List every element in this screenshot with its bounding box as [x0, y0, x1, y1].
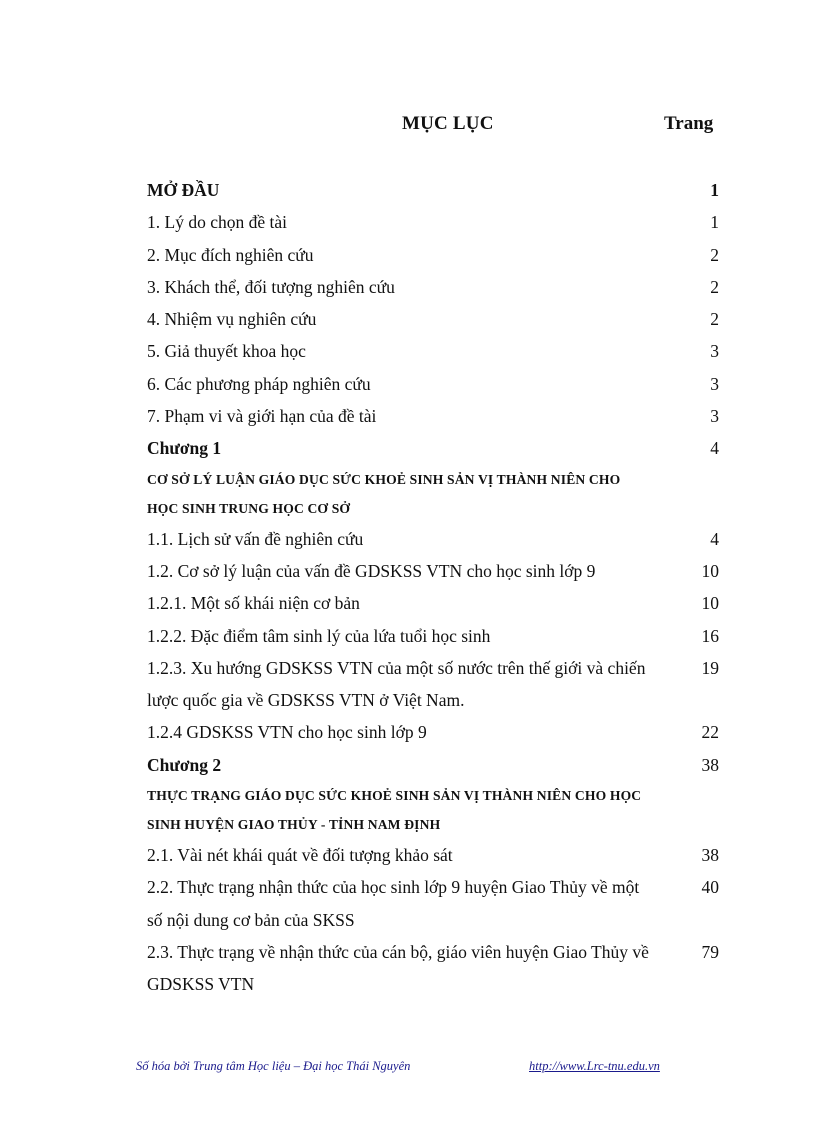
toc-entry-text: 3. Khách thể, đối tượng nghiên cứu	[147, 276, 395, 297]
toc-entry[interactable]	[147, 400, 719, 432]
toc-chapter-heading[interactable]	[147, 749, 719, 781]
toc-entry[interactable]	[147, 936, 719, 1001]
toc-page-number: 1	[710, 212, 719, 233]
toc-entry[interactable]	[147, 839, 719, 871]
toc-entry-text: Chương 2	[147, 754, 222, 775]
toc-entry-text: 1.2. Cơ sở lý luận của vấn đề GDSKSS VTN cho học sinh lớp 9	[147, 560, 596, 581]
toc-section-heading[interactable]	[147, 174, 719, 206]
toc-entry-text: 2.1. Vài nét khái quát về đối tượng khảo sát	[147, 845, 453, 866]
toc-entry[interactable]	[147, 303, 719, 335]
toc-page-number: 16	[701, 625, 719, 646]
toc-page-number: 1	[710, 180, 719, 200]
toc-entry-text: 1.1. Lịch sử vấn đề nghiên cứu	[147, 528, 364, 549]
toc-entry-text: 2. Mục đích nghiên cứu	[147, 244, 314, 265]
toc-page-number: 4	[710, 528, 719, 549]
toc-entry-text: 4. Nhiệm vụ nghiên cứu	[147, 309, 317, 330]
toc-entry-text: 1.2.1. Một số khái niện cơ bản	[147, 593, 360, 614]
toc-chapter-title[interactable]	[147, 781, 719, 839]
footer-link[interactable]: http://www.Lrc-tnu.edu.vn	[529, 1059, 660, 1073]
toc-entry-text: 6. Các phương pháp nghiên cứu	[147, 373, 371, 394]
toc-entry-text: 2.3. Thực trạng về nhận thức của cán bộ, giáo viên huyện Giao Thủy về GDSKSS VTN	[147, 941, 649, 995]
toc-entry-text: CƠ SỞ LÝ LUẬN GIÁO DỤC SỨC KHOẺ SINH SẢN VỊ THÀNH NIÊN CHO HỌC SINH TRUNG HỌC CƠ SỞ	[147, 471, 621, 516]
toc-entry[interactable]	[147, 368, 719, 400]
toc-page-number: 3	[710, 406, 719, 427]
toc-entry[interactable]	[147, 206, 719, 238]
toc-page-number: 2	[710, 276, 719, 297]
page-footer	[0, 1059, 816, 1079]
toc-chapter-heading[interactable]	[147, 432, 719, 464]
toc-entry[interactable]	[147, 523, 719, 555]
toc-page-number: 2	[710, 309, 719, 330]
toc-entry[interactable]	[147, 716, 719, 748]
toc-entry[interactable]	[147, 335, 719, 367]
toc-entry[interactable]	[147, 652, 719, 717]
toc-entry[interactable]	[147, 587, 719, 619]
toc-page-number: 38	[701, 845, 719, 866]
toc-entry[interactable]	[147, 555, 719, 587]
toc-page-number: 79	[701, 941, 719, 962]
page-title: MỤC LỤC	[402, 113, 494, 134]
toc-entry-text: THỰC TRẠNG GIÁO DỤC SỨC KHOẺ SINH SẢN VỊ THÀNH NIÊN CHO HỌC SINH HUYỆN GIAO THỦY - TỈNH NAM ĐỊNH	[147, 788, 642, 833]
toc-page-number: 4	[710, 438, 719, 459]
footer-credit: Số hóa bởi Trung tâm Học liệu – Đại học Thái Nguyên	[136, 1059, 411, 1073]
toc-entry-text: 7. Phạm vi và giới hạn của đề tài	[147, 406, 377, 427]
toc-entry-text: 1.2.3. Xu hướng GDSKSS VTN của một số nước trên thế giới và chiến lược quốc gia về GDSKSS VTN ở Việt Nam.	[147, 657, 646, 711]
toc-page-number: 40	[701, 877, 719, 898]
page-column-heading: Trang	[664, 113, 714, 134]
toc-entry-text: 5. Giả thuyết khoa học	[147, 341, 306, 362]
toc-page-number: 2	[710, 244, 719, 265]
toc-entry[interactable]	[147, 871, 719, 936]
toc-entry[interactable]	[147, 271, 719, 303]
toc-page-number: 10	[701, 560, 719, 581]
toc-page-number: 3	[710, 373, 719, 394]
toc-page-number: 10	[701, 593, 719, 614]
toc-entry[interactable]	[147, 620, 719, 652]
toc-entry-text: MỞ ĐẦU	[147, 180, 220, 200]
toc-chapter-title[interactable]	[147, 465, 719, 523]
toc-page-number: 22	[701, 722, 719, 743]
toc-page-number: 38	[701, 754, 719, 775]
table-of-contents	[147, 174, 719, 1001]
toc-page-number: 19	[701, 657, 719, 678]
toc-header	[0, 113, 816, 139]
toc-page-number: 3	[710, 341, 719, 362]
toc-entry-text: 1.2.4 GDSKSS VTN cho học sinh lớp 9	[147, 722, 427, 743]
toc-entry-text: 1. Lý do chọn đề tài	[147, 212, 287, 233]
toc-entry[interactable]	[147, 239, 719, 271]
toc-entry-text: Chương 1	[147, 438, 222, 459]
toc-entry-text: 1.2.2. Đặc điểm tâm sinh lý của lứa tuổi học sinh	[147, 625, 491, 646]
toc-entry-text: 2.2. Thực trạng nhận thức của học sinh lớp 9 huyện Giao Thủy về một số nội dung cơ bản của SKSS	[147, 877, 640, 930]
